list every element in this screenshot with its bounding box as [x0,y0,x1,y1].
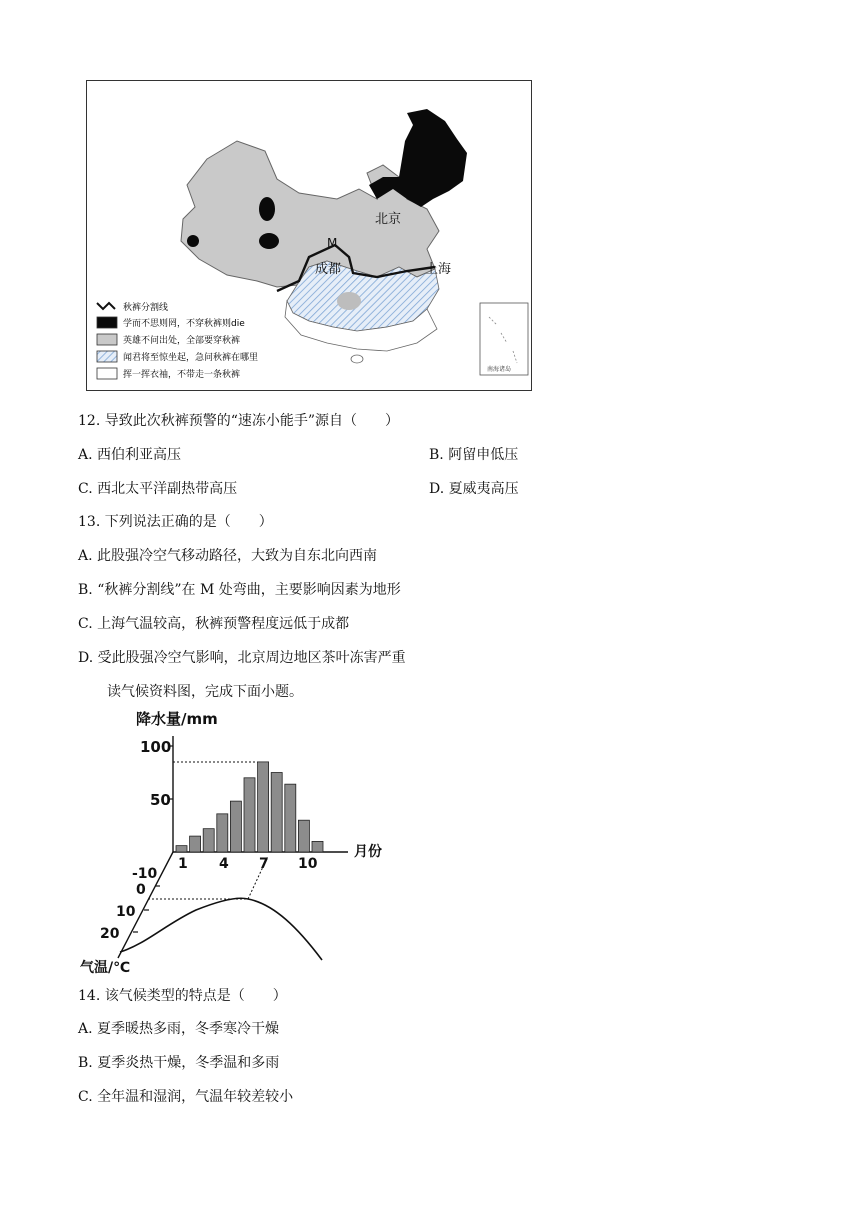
q12-option-a[interactable]: A. 西伯利亚高压 [78,447,182,463]
precip-bar-5 [230,801,241,852]
temp-tick-label--10: -10 [132,866,158,882]
q13-option-a[interactable]: A. 此股强冷空气移动路径，大致为自东北向西南 [78,548,378,564]
q12-option-d[interactable]: D. 夏威夷高压 [429,481,519,497]
precip-bar-10 [298,820,309,852]
y-tick-label-100: 100 [140,738,172,756]
legend-text-2: 英雄不问出处，全部要穿秋裤 [123,336,241,346]
black-fill-icon [97,317,117,328]
intro-text: 读气候资料图，完成下面小题。 [107,684,303,700]
climate-chart [76,706,396,978]
y-axis-title: 降水量/mm [136,710,218,728]
temp-tick-label-20: 20 [100,926,120,942]
label-beijing: 北京 [375,212,402,227]
precipitation-bars [176,762,323,852]
legend-text-3: 闻君将至惊坐起，急问秋裤在哪里 [123,353,259,363]
black-blob-1 [259,197,275,221]
precip-bar-8 [271,773,282,853]
china-map-svg [87,81,531,390]
legend-text-4: 挥一挥衣袖，不带走一条秋裤 [123,370,241,380]
x-tick-label-10: 10 [298,856,318,872]
precip-bar-6 [244,778,255,852]
inset-label: 南海诸岛 [487,366,512,373]
label-shanghai: 上海 [425,262,452,277]
precip-bar-9 [285,784,296,852]
y-tick-label-50: 50 [150,791,171,809]
precip-bar-2 [190,836,201,852]
south-sea-inset [480,303,528,375]
q12-option-c[interactable]: C. 西北太平洋副热带高压 [78,481,238,497]
precip-bar-1 [176,846,187,852]
temperature-curve [120,898,322,960]
gray-fill-icon [97,334,117,345]
precip-bar-7 [258,762,269,852]
x-tick-label-4: 4 [219,856,229,872]
q12-option-b[interactable]: B. 阿留申低压 [429,447,519,463]
x-axis-title: 月份 [354,844,382,860]
black-blob-2 [187,235,199,247]
q13-stem: 13. 下列说法正确的是（ ） [78,514,273,530]
q13-option-d[interactable]: D. 受此股强冷空气影响，北京周边地区茶叶冻害严重 [78,650,406,666]
precip-bar-11 [312,841,323,852]
northeast-black-region [369,109,467,207]
china-map-figure [86,80,532,391]
temp-tick-label-0: 0 [136,882,146,898]
precip-bar-4 [217,814,228,852]
q13-option-b[interactable]: B. “秋裤分割线”在 M 处弯曲，主要影响因素为地形 [78,582,401,598]
temp-peak-dotted-diagonal [248,856,268,899]
black-blob-3 [259,233,279,249]
q14-option-c[interactable]: C. 全年温和湿润，气温年较差较小 [78,1089,294,1105]
temp-tick-label-10: 10 [116,904,136,920]
x-tick-label-1: 1 [178,856,188,872]
legend-text-0: 秋裤分割线 [123,303,169,313]
q12-stem: 12. 导致此次秋裤预警的“速冻小能手”源自（ ） [78,413,400,429]
label-chengdu: 成都 [315,262,342,277]
q14-option-b[interactable]: B. 夏季炎热干燥，冬季温和多雨 [78,1055,280,1071]
x-tick-label-7: 7 [259,856,269,872]
legend-text-1: 学而不思则罔，不穿秋裤则die [123,319,245,329]
q14-option-a[interactable]: A. 夏季暖热多雨，冬季寒冷干燥 [78,1021,280,1037]
precip-bar-3 [203,829,214,852]
gray-basin [337,292,361,310]
label-m: M [327,236,338,250]
q14-stem: 14. 该气候类型的特点是（ ） [78,988,287,1004]
hatched-fill-icon [97,351,117,362]
q13-option-c[interactable]: C. 上海气温较高，秋裤预警程度远低于成都 [78,616,350,632]
white-fill-icon [97,368,117,379]
temp-axis-title: 气温/℃ [80,960,131,976]
hainan-island [351,355,363,363]
wave-line-icon [97,303,115,309]
